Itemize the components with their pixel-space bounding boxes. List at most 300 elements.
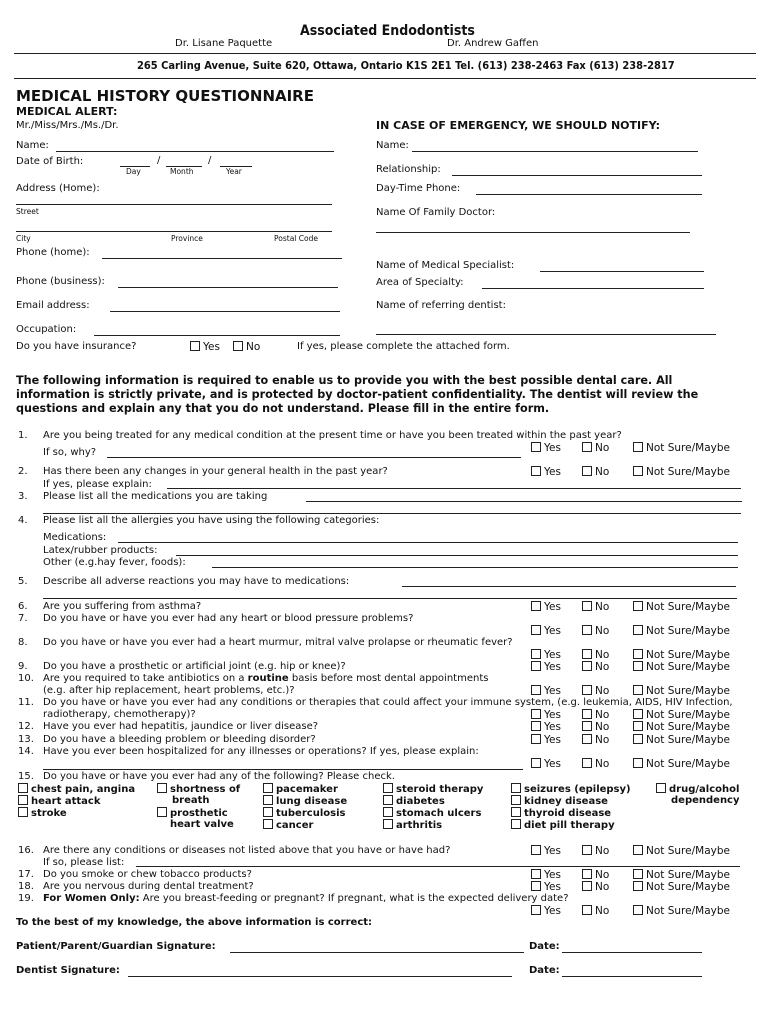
yes-label: Yes — [544, 466, 561, 478]
checkbox-icon — [511, 807, 521, 817]
q9-not-sure-option[interactable] — [633, 661, 730, 673]
q4-medications-label: Medications: — [43, 532, 107, 543]
condition-label: arthritis — [396, 820, 443, 831]
yes-label: Yes — [544, 881, 561, 893]
header-rule — [14, 53, 756, 54]
yes-label: Yes — [203, 341, 220, 353]
q11-not-sure-option[interactable] — [633, 709, 730, 721]
checkbox-icon — [582, 845, 592, 855]
q8-no-option[interactable] — [582, 649, 609, 661]
condition-label-cont: heart valve — [170, 819, 234, 830]
q12-not-sure-option[interactable] — [633, 721, 730, 733]
condition-label: drug/alcohol — [669, 784, 740, 795]
yes-label: Yes — [544, 905, 561, 917]
q14-answer-field[interactable] — [43, 769, 523, 770]
insurance-note: If yes, please complete the attached form. — [297, 341, 510, 352]
not-sure-label: Not Sure/Maybe — [646, 442, 730, 454]
q12-number: 12. — [18, 721, 34, 732]
q17-number: 17. — [18, 869, 34, 880]
q16-number: 16. — [18, 845, 34, 856]
checkbox-icon — [157, 807, 167, 817]
checkbox-icon — [18, 807, 28, 817]
patient-date-label: Date: — [529, 941, 560, 952]
dob-slash-1: / — [157, 155, 161, 166]
dob-year-caption: Year — [226, 167, 242, 176]
condition-label: diet pill therapy — [524, 820, 615, 831]
yes-label: Yes — [544, 685, 561, 697]
no-label: No — [595, 881, 610, 893]
q5-answer-field-2[interactable] — [43, 598, 737, 599]
condition-thyroid[interactable] — [511, 807, 611, 819]
specialty-field[interactable] — [482, 288, 704, 289]
specialist-field[interactable] — [540, 271, 704, 272]
q19-not-sure-option[interactable] — [633, 905, 730, 917]
q4-other-label: Other (e.g.hay fever, foods): — [43, 557, 186, 568]
q1-no-option[interactable] — [582, 442, 609, 454]
checkbox-icon — [383, 807, 393, 817]
no-label: No — [595, 709, 610, 721]
checkbox-icon — [582, 601, 592, 611]
q19-no-option[interactable] — [582, 905, 609, 917]
q3-answer-field[interactable] — [306, 501, 742, 502]
intro-line-1: The following information is required to enable us to provide you with the best possible dental care. All — [16, 374, 673, 387]
q9-no-option[interactable] — [582, 661, 609, 673]
q10-number: 10. — [18, 673, 34, 684]
q19-text — [43, 893, 569, 904]
page-title: MEDICAL HISTORY QUESTIONNAIRE — [16, 87, 314, 105]
street-field[interactable] — [16, 204, 332, 205]
condition-drug-alcohol[interactable] — [656, 783, 739, 795]
condition-stroke[interactable] — [18, 807, 67, 819]
family-doctor-label: Name Of Family Doctor: — [376, 207, 496, 218]
q13-no-option[interactable] — [582, 734, 609, 746]
street-caption: Street — [16, 207, 39, 216]
condition-ulcers[interactable] — [383, 807, 481, 819]
q5-answer-field[interactable] — [402, 586, 736, 587]
no-label: No — [595, 905, 610, 917]
q18-not-sure-option[interactable] — [633, 881, 730, 893]
q17-not-sure-option[interactable] — [633, 869, 730, 881]
q1-followup: If so, why? — [43, 447, 97, 458]
q7-not-sure-option[interactable] — [633, 625, 730, 637]
no-label: No — [595, 466, 610, 478]
q10-text-2: (e.g. after hip replacement, heart problems, etc.)? — [43, 685, 295, 696]
condition-label: heart attack — [31, 796, 101, 807]
condition-pacemaker[interactable] — [263, 783, 338, 795]
condition-tuberculosis[interactable] — [263, 807, 345, 819]
condition-chest-pain[interactable] — [18, 783, 135, 795]
no-label: No — [246, 341, 261, 353]
checkbox-icon — [190, 341, 200, 351]
not-sure-label: Not Sure/Maybe — [646, 709, 730, 721]
q10-text — [43, 673, 488, 684]
practice-name: Associated Endodontists — [300, 23, 475, 39]
condition-kidney[interactable] — [511, 795, 608, 807]
not-sure-label: Not Sure/Maybe — [646, 845, 730, 857]
checkbox-icon — [531, 442, 541, 452]
q4-medications-field[interactable] — [118, 542, 738, 543]
q1-yes-option[interactable] — [531, 442, 561, 454]
emergency-name-label: Name: — [376, 140, 409, 151]
q7-yes-option[interactable] — [531, 625, 561, 637]
relationship-field[interactable] — [452, 175, 702, 176]
checkbox-icon — [633, 466, 643, 476]
condition-label-cont: dependency — [671, 795, 740, 806]
q1-text: Are you being treated for any medical condition at the present time or have you been treated within the past year? — [43, 430, 622, 441]
q4-other-field[interactable] — [212, 567, 738, 568]
checkbox-icon — [582, 881, 592, 891]
q13-not-sure-option[interactable] — [633, 734, 730, 746]
checkbox-icon — [633, 721, 643, 731]
q7-text: Do you have or have you ever had any heart or blood pressure problems? — [43, 613, 414, 624]
q12-no-option[interactable] — [582, 721, 609, 733]
condition-label: tuberculosis — [276, 808, 346, 819]
checkbox-icon — [633, 442, 643, 452]
condition-steroid[interactable] — [383, 783, 483, 795]
q2-no-option[interactable] — [582, 466, 609, 478]
dentist-date-field[interactable] — [562, 976, 702, 977]
condition-label: shortness of — [170, 784, 241, 795]
condition-shortness-of-breath[interactable] — [157, 783, 240, 795]
relationship-label: Relationship: — [376, 164, 441, 175]
checkbox-icon — [531, 758, 541, 768]
q19-yes-option[interactable] — [531, 905, 561, 917]
yes-label: Yes — [544, 649, 561, 661]
q4-number: 4. — [18, 515, 28, 526]
dob-label: Date of Birth: — [16, 156, 84, 167]
q3-number: 3. — [18, 491, 28, 502]
no-label: No — [595, 721, 610, 733]
checkbox-icon — [18, 795, 28, 805]
condition-diet-pill[interactable] — [511, 819, 615, 831]
phone-business-field[interactable] — [118, 287, 338, 288]
q4-text: Please list all the allergies you have using the following categories: — [43, 515, 380, 526]
checkbox-icon — [531, 881, 541, 891]
q11-text: Do you have or have you ever had any conditions or therapies that could affect your immune system, (e.g. leukemia, AIDS, HIV Infection, — [43, 697, 733, 708]
q18-number: 18. — [18, 881, 34, 892]
checkbox-icon — [263, 819, 273, 829]
q14-text: Have you ever been hospitalized for any illnesses or operations? If yes, please explain: — [43, 746, 479, 757]
city-caption: City — [16, 234, 31, 243]
checkbox-icon — [263, 795, 273, 805]
address-label: Address (Home): — [16, 183, 100, 194]
q13-yes-option[interactable] — [531, 734, 561, 746]
q5-text: Describe all adverse reactions you may have to medications: — [43, 576, 350, 587]
q16-no-option[interactable] — [582, 845, 609, 857]
checkbox-icon — [633, 601, 643, 611]
q14-not-sure-option[interactable] — [633, 758, 730, 770]
q12-text: Have you ever had hepatitis, jaundice or liver disease? — [43, 721, 319, 732]
checkbox-icon — [383, 795, 393, 805]
checkbox-icon — [582, 649, 592, 659]
q16-answer-field[interactable] — [136, 866, 740, 867]
q9-yes-option[interactable] — [531, 661, 561, 673]
condition-label: lung disease — [276, 796, 348, 807]
q2-not-sure-option[interactable] — [633, 466, 730, 478]
not-sure-label: Not Sure/Maybe — [646, 869, 730, 881]
q16-yes-option[interactable] — [531, 845, 561, 857]
q19-text-bold: For Women Only: — [43, 893, 140, 904]
q19-number: 19. — [18, 893, 34, 904]
checkbox-icon — [263, 783, 273, 793]
checkbox-icon — [531, 845, 541, 855]
q4-latex-label: Latex/rubber products: — [43, 545, 158, 556]
condition-label: prosthetic — [170, 808, 228, 819]
condition-label: cancer — [276, 820, 314, 831]
q3-text: Please list all the medications you are taking — [43, 491, 268, 502]
q6-no-option[interactable] — [582, 601, 609, 613]
yes-label: Yes — [544, 721, 561, 733]
checkbox-icon — [383, 819, 393, 829]
q10-yes-option[interactable] — [531, 685, 561, 697]
phone-home-field[interactable] — [102, 258, 342, 259]
checkbox-icon — [531, 721, 541, 731]
name-label: Name: — [16, 140, 49, 151]
yes-label: Yes — [544, 709, 561, 721]
q6-yes-option[interactable] — [531, 601, 561, 613]
dentist-signature-field[interactable] — [128, 976, 512, 977]
checkbox-icon — [582, 734, 592, 744]
condition-seizures[interactable] — [511, 783, 631, 795]
q11-yes-option[interactable] — [531, 709, 561, 721]
checkbox-icon — [531, 905, 541, 915]
name-field[interactable] — [56, 151, 334, 152]
checkbox-icon — [582, 442, 592, 452]
yes-label: Yes — [544, 442, 561, 454]
no-label: No — [595, 601, 610, 613]
email-field[interactable] — [110, 311, 340, 312]
q10-text-bold: routine — [247, 673, 289, 684]
checkbox-icon — [582, 466, 592, 476]
q9-text: Do you have a prosthetic or artificial joint (e.g. hip or knee)? — [43, 661, 346, 672]
not-sure-label: Not Sure/Maybe — [646, 881, 730, 893]
emergency-heading: IN CASE OF EMERGENCY, WE SHOULD NOTIFY: — [376, 119, 661, 132]
phone-business-label: Phone (business): — [16, 276, 105, 287]
no-label: No — [595, 869, 610, 881]
checkbox-icon — [582, 869, 592, 879]
q2-answer-field[interactable] — [167, 488, 741, 489]
checkbox-icon — [633, 709, 643, 719]
checkbox-icon — [582, 685, 592, 695]
postal-caption: Postal Code — [274, 234, 318, 243]
q17-yes-option[interactable] — [531, 869, 561, 881]
q6-number: 6. — [18, 601, 28, 612]
yes-label: Yes — [544, 758, 561, 770]
q14-yes-option[interactable] — [531, 758, 561, 770]
q1-answer-field[interactable] — [107, 457, 521, 458]
checkbox-icon — [511, 783, 521, 793]
dob-slash-2: / — [208, 155, 212, 166]
checkbox-icon — [511, 795, 521, 805]
condition-label: pacemaker — [276, 784, 338, 795]
condition-prosthetic-valve[interactable] — [157, 807, 228, 819]
q8-yes-option[interactable] — [531, 649, 561, 661]
insurance-yes[interactable] — [190, 341, 220, 353]
checkbox-icon — [383, 783, 393, 793]
no-label: No — [595, 442, 610, 454]
emergency-name-field[interactable] — [412, 151, 698, 152]
not-sure-label: Not Sure/Maybe — [646, 758, 730, 770]
checkbox-icon — [582, 905, 592, 915]
q18-text: Are you nervous during dental treatment? — [43, 881, 254, 892]
yes-label: Yes — [544, 661, 561, 673]
checkbox-icon — [157, 783, 167, 793]
checkbox-icon — [633, 869, 643, 879]
checkbox-icon — [531, 601, 541, 611]
not-sure-label: Not Sure/Maybe — [646, 649, 730, 661]
checkbox-icon — [656, 783, 666, 793]
dentist-signature-label: Dentist Signature: — [16, 965, 120, 976]
condition-lung-disease[interactable] — [263, 795, 347, 807]
q1-not-sure-option[interactable] — [633, 442, 730, 454]
not-sure-label: Not Sure/Maybe — [646, 685, 730, 697]
condition-label: chest pain, angina — [31, 784, 136, 795]
q8-text: Do you have or have you ever had a heart murmur, mitral valve prolapse or rheumatic fever? — [43, 637, 513, 648]
checkbox-icon — [633, 734, 643, 744]
q4-latex-field[interactable] — [176, 555, 738, 556]
not-sure-label: Not Sure/Maybe — [646, 734, 730, 746]
q14-no-option[interactable] — [582, 758, 609, 770]
q11-text-2: radiotherapy, chemotherapy)? — [43, 709, 196, 720]
practice-address: 265 Carling Avenue, Suite 620, Ottawa, Ontario K1S 2E1 Tel. (613) 238-2463 Fax (613) 238-2817 — [137, 59, 675, 72]
q14-number: 14. — [18, 746, 34, 757]
yes-label: Yes — [544, 601, 561, 613]
q10-text-post: basis before most dental appointments — [288, 673, 489, 684]
q11-number: 11. — [18, 697, 34, 708]
q18-yes-option[interactable] — [531, 881, 561, 893]
condition-label: kidney disease — [524, 796, 608, 807]
doctor-left: Dr. Lisane Paquette — [175, 38, 273, 49]
condition-label: stomach ulcers — [396, 808, 482, 819]
checkbox-icon — [633, 845, 643, 855]
no-label: No — [595, 758, 610, 770]
checkbox-icon — [633, 661, 643, 671]
city-field[interactable] — [16, 231, 332, 232]
q7-number: 7. — [18, 613, 28, 624]
q16-followup: If so, please list: — [43, 857, 125, 868]
q13-number: 13. — [18, 734, 34, 745]
checkbox-icon — [233, 341, 243, 351]
header-rule-2 — [14, 78, 756, 79]
condition-cancer[interactable] — [263, 819, 313, 831]
yes-label: Yes — [544, 869, 561, 881]
dentist-date-label: Date: — [529, 965, 560, 976]
q11-no-option[interactable] — [582, 709, 609, 721]
q17-no-option[interactable] — [582, 869, 609, 881]
condition-label: diabetes — [396, 796, 445, 807]
no-label: No — [595, 649, 610, 661]
q2-followup: If yes, please explain: — [43, 479, 152, 490]
referring-field[interactable] — [376, 334, 716, 335]
condition-label: seizures (epilepsy) — [524, 784, 631, 795]
patient-date-field[interactable] — [562, 952, 702, 953]
checkbox-icon — [511, 819, 521, 829]
q2-yes-option[interactable] — [531, 466, 561, 478]
q10-no-option[interactable] — [582, 685, 609, 697]
no-label: No — [595, 661, 610, 673]
q7-no-option[interactable] — [582, 625, 609, 637]
q2-number: 2. — [18, 466, 28, 477]
checkbox-icon — [582, 721, 592, 731]
condition-label: stroke — [31, 808, 67, 819]
checkbox-icon — [531, 661, 541, 671]
checkbox-icon — [531, 869, 541, 879]
condition-label-cont: breath — [172, 795, 210, 806]
q9-number: 9. — [18, 661, 28, 672]
q12-yes-option[interactable] — [531, 721, 561, 733]
checkbox-icon — [531, 625, 541, 635]
condition-heart-attack[interactable] — [18, 795, 100, 807]
checkbox-icon — [633, 685, 643, 695]
patient-signature-label: Patient/Parent/Guardian Signature: — [16, 941, 216, 952]
salutation-label: Mr./Miss/Mrs./Ms./Dr. — [16, 120, 119, 131]
q6-text: Are you suffering from asthma? — [43, 601, 202, 612]
checkbox-icon — [633, 649, 643, 659]
condition-diabetes[interactable] — [383, 795, 445, 807]
q2-text: Has there been any changes in your general health in the past year? — [43, 466, 388, 477]
checkbox-icon — [531, 709, 541, 719]
patient-signature-field[interactable] — [230, 952, 524, 953]
q19-text-post: Are you breast-feeding or pregnant? If pregnant, what is the expected delivery date? — [139, 893, 569, 904]
phone-home-label: Phone (home): — [16, 247, 90, 258]
condition-label: steroid therapy — [396, 784, 484, 795]
q10-not-sure-option[interactable] — [633, 685, 730, 697]
checkbox-icon — [531, 685, 541, 695]
not-sure-label: Not Sure/Maybe — [646, 466, 730, 478]
checkbox-icon — [531, 734, 541, 744]
province-caption: Province — [171, 234, 203, 243]
q16-text: Are there any conditions or diseases not listed above that you have or have had? — [43, 845, 451, 856]
doctor-right: Dr. Andrew Gaffen — [447, 38, 539, 49]
not-sure-label: Not Sure/Maybe — [646, 625, 730, 637]
yes-label: Yes — [544, 625, 561, 637]
not-sure-label: Not Sure/Maybe — [646, 661, 730, 673]
checkbox-icon — [263, 807, 273, 817]
not-sure-label: Not Sure/Maybe — [646, 601, 730, 613]
condition-arthritis[interactable] — [383, 819, 442, 831]
specialist-label: Name of Medical Specialist: — [376, 260, 515, 271]
q17-text: Do you smoke or chew tobacco products? — [43, 869, 252, 880]
family-doctor-field[interactable] — [376, 232, 690, 233]
checkbox-icon — [582, 625, 592, 635]
daytime-phone-field[interactable] — [476, 194, 702, 195]
condition-label: thyroid disease — [524, 808, 612, 819]
checkbox-icon — [531, 649, 541, 659]
insurance-no[interactable] — [233, 341, 260, 353]
q1-number: 1. — [18, 430, 28, 441]
referring-label: Name of referring dentist: — [376, 300, 506, 311]
no-label: No — [595, 685, 610, 697]
dob-day-caption: Day — [126, 167, 141, 176]
checkbox-icon — [582, 709, 592, 719]
checkbox-icon — [633, 625, 643, 635]
not-sure-label: Not Sure/Maybe — [646, 905, 730, 917]
q3-answer-field-2[interactable] — [43, 513, 741, 514]
occupation-field[interactable] — [94, 335, 340, 336]
yes-label: Yes — [544, 734, 561, 746]
no-label: No — [595, 845, 610, 857]
q10-text-pre: Are you required to take antibiotics on a — [43, 673, 248, 684]
q18-no-option[interactable] — [582, 881, 609, 893]
q5-number: 5. — [18, 576, 28, 587]
q6-not-sure-option[interactable] — [633, 601, 730, 613]
checkbox-icon — [582, 758, 592, 768]
no-label: No — [595, 734, 610, 746]
q16-not-sure-option[interactable] — [633, 845, 730, 857]
confirmation-statement: To the best of my knowledge, the above information is correct: — [16, 917, 373, 928]
intro-line-3: questions and explain any that you do not understand. Please fill in the entire form. — [16, 402, 550, 415]
q8-not-sure-option[interactable] — [633, 649, 730, 661]
